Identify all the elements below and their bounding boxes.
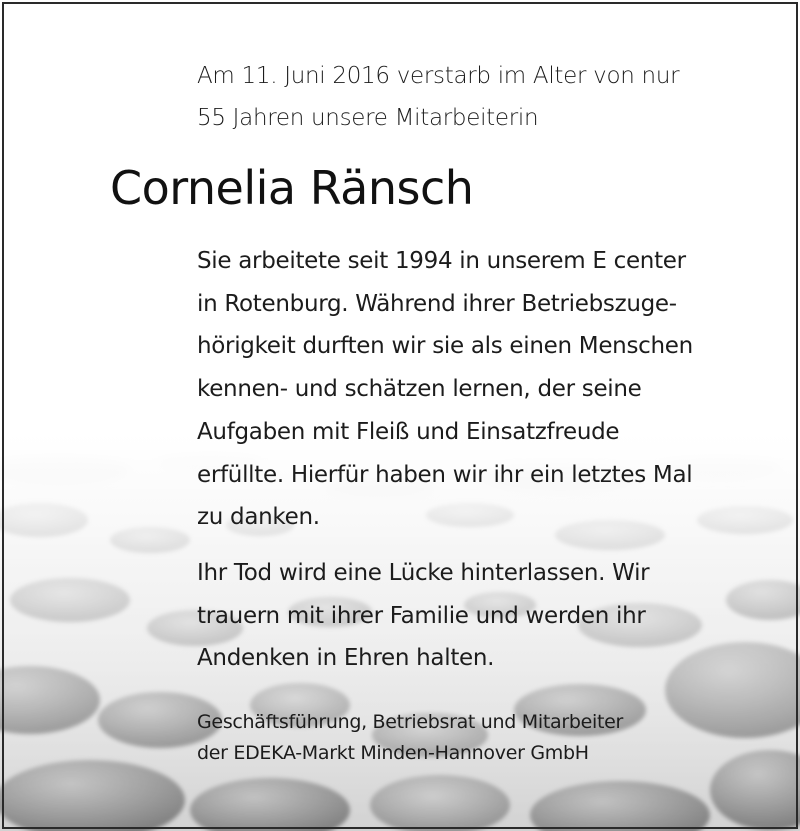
tribute-line: erfüllte. Hierfür haben wir ihr ein letztes Mal: [197, 461, 693, 488]
tribute-paragraph: [197, 240, 757, 539]
mourning-line: trauern mit ihrer Familie und werden ihr: [197, 602, 646, 629]
tribute-line: Sie arbeitete seit 1994 in unserem E center: [197, 248, 686, 274]
mourning-line: Ihr Tod wird eine Lücke hinterlassen. Wir: [197, 560, 650, 586]
intro-line: Am 11. Juni 2016 verstarb im Alter von nur: [197, 63, 680, 89]
tribute-line: hörigkeit durften wir sie als einen Menschen: [197, 333, 693, 360]
signature-line: Geschäftsführung, Betriebsrat und Mitarbeiter: [197, 711, 624, 733]
deceased-name: Cornelia Ränsch: [110, 161, 474, 215]
tribute-line: kennen- und schätzen lernen, der seine: [197, 376, 642, 403]
tribute-line: in Rotenburg. Während ihrer Betriebszuge-: [197, 290, 677, 317]
signature-line: der EDEKA-Markt Minden-Hannover GmbH: [197, 742, 589, 764]
mourning-line: Andenken in Ehren halten.: [197, 645, 495, 672]
tribute-line: Aufgaben mit Fleiß und Einsatzfreude: [197, 418, 620, 445]
intro-text: [197, 55, 757, 139]
signature: [197, 707, 757, 769]
tribute-line: zu danken.: [197, 504, 320, 531]
intro-line: 55 Jahren unsere Mitarbeiterin: [197, 105, 539, 131]
mourning-paragraph: [197, 552, 757, 680]
